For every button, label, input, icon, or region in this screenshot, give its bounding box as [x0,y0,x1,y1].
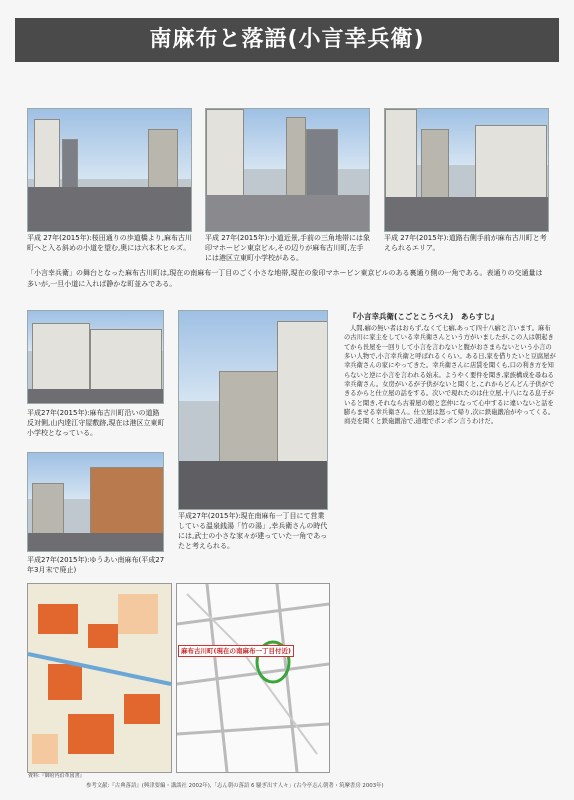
map-caption: 資料:『御府内沿革図書』 [28,773,85,779]
photo-alley [205,108,370,232]
caption-photo-5: 平成27年(2015年):ゆうあい南麻布(平成27年3月末で廃止) [27,556,165,574]
photo-school [27,310,164,404]
modern-map [176,583,330,773]
caption-photo-1: 平成 27年(2015年):桜田通りの歩道橋より,麻布古川町へと入る斜めの小道を望む,奥には六本木ヒルズ。 [27,234,192,252]
photo-sakurada-street [27,108,192,232]
old-map [27,583,172,773]
story-text: 人間,癖の無い者はおらず,なくて七癖,あって四十八癖と言います。麻布の古川に家主をしている幸兵衛さんという方がいましたが,この人は朝起きてから長屋を一回りして小言を言わないと腹がおさまらないという小言の多い人物で,小言幸兵衛と呼ばれるくらい。ある日,家を借りたいと豆腐屋が幸兵衛さんの家にやってきた。幸兵衛さんに店賃を聞くも,口の利き方を知らないと逆に小言を言われる始末。ようやく要件を聞き,家族構成を尋ねる幸兵衛さん。女房がいるが子供がないと聞くと,これからどんどん子供ができるからと仕立屋の話をする。次いで現れたのは仕立屋,十八になる息子がいると聞き,それなら古着屋の娘と恋仲になって心中するに違いないと話を膨らませる幸兵衛さん。仕立屋は怒って帰り,次に鉄砲鍛冶がやってくる。商売を聞くと鉄砲鍛冶で,道理でポンポン言うわけだ。 [344,325,556,426]
old-map-drawing [28,584,171,772]
intro-text: 「小言幸兵衛」の舞台となった麻布古川町は,現在の南麻布一丁目のごく小さな地帯,現在の象印マホービン東京ビルのある裏通り側の一角である。表通りの交通量は多いが,一旦小道に入れば静かな町並みである。 [27,269,543,288]
map-location-label: 麻布古川町(現在の南麻布一丁目付近) [178,645,294,657]
reference-text: 参考文献:『古典落語』(興津要編・講談社 2002年),「志ん朝の落語 6 騒ぎ出す人々」(古今亭志ん朝著・筑摩書房 2003年) [86,783,384,789]
photo-yuai [27,452,164,552]
caption-photo-6: 平成27年(2015年):現在南麻布一丁目にて営業している温泉銭湯「竹の湯」,幸兵衛さんの時代には,武士の小さな家々が建っていた一角であったと考えられる。 [178,512,328,550]
caption-photo-4: 平成27年(2015年):麻布古川町沿いの道路反対側,山内達江守屋敷跡,現在は港区立東町小学校となっている。 [27,409,165,437]
photo-roadside [384,108,549,232]
caption-photo-2: 平成 27年(2015年):小道近景,手前の三角地帯には象印マホービン東京ビル,その辺りが麻布古川町,左手には港区立東町小学校がある。 [205,234,370,262]
page-title: 南麻布と落語(小言幸兵衛) [15,18,559,62]
photo-bathhouse [178,310,328,510]
modern-map-drawing [177,584,329,772]
story-title: 『小言幸兵衛(こごとこうべえ) あらすじ』 [349,312,499,321]
caption-photo-3: 平成 27年(2015年):道路右側手前が麻布古川町と考えられるエリア。 [384,234,547,252]
